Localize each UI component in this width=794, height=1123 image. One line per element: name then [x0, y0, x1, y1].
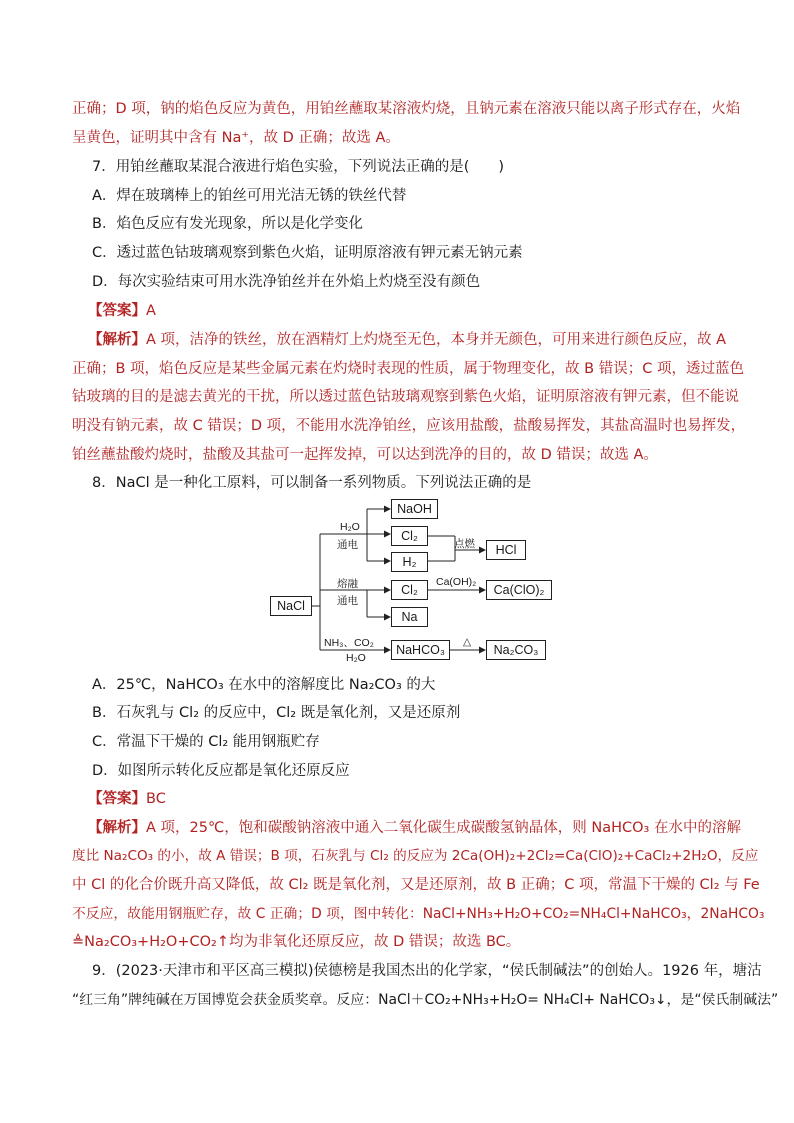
q7-answer-value: A [146, 303, 156, 319]
q8-option-b: B．石灰乳与 Cl₂ 的反应中，Cl₂ 既是氧化剂，又是还原剂 [92, 705, 461, 721]
q7-analysis-label: 【解析】 [88, 332, 146, 348]
box-nacl: NaCl [270, 596, 312, 616]
q8-analysis-line-1 [88, 819, 741, 837]
q8-stem: 8．NaCl 是一种化工原料，可以制备一系列物质。下列说法正确的是 [92, 475, 532, 491]
nacl-conversion-diagram [270, 496, 560, 664]
q7-analysis-text-1: A 项，洁净的铁丝，放在酒精灯上灼烧至无色，本身并无颜色，可用来进行颜色反应，故 A [146, 332, 727, 348]
q8-answer [88, 790, 166, 808]
box-caclo2: Ca(ClO)₂ [486, 580, 552, 600]
q9-line-2: “红三角”牌纯碱在万国博览会获金质奖章。反应：NaCl＋CO₂+NH₃+H₂O= NH₄Cl+ NaHCO₃↓，是“侯氏制碱法” [72, 992, 779, 1008]
label-h2o-bottom: H₂O [346, 652, 366, 664]
q8-analysis-text-1: A 项，25℃，饱和碳酸钠溶液中通入二氧化碳生成碳酸氢钠晶体，则 NaHCO₃ 在水中的溶解 [146, 820, 741, 836]
label-heat: △ [463, 636, 472, 648]
q7-analysis-line-1 [88, 331, 726, 349]
label-electrolysis-top: 通电 [337, 539, 358, 551]
box-naoh: NaOH [391, 499, 438, 519]
box-na: Na [391, 607, 428, 627]
q7-stem: 7．用铂丝蘸取某混合液进行焰色实验，下列说法正确的是( ) [92, 159, 505, 175]
q8-option-d: D．如图所示转化反应都是氧化还原反应 [92, 763, 350, 779]
label-melt: 熔融 [337, 578, 358, 590]
box-nahco3: NaHCO₃ [391, 640, 450, 660]
q8-analysis-line-5: ≜Na₂CO₃+H₂O+CO₂↑均为非氧化还原反应，故 D 错误；故选 BC。 [72, 934, 521, 950]
q8-option-c: C．常温下干燥的 Cl₂ 能用钢瓶贮存 [92, 734, 320, 750]
q7-option-b: B．焰色反应有发光现象，所以是化学变化 [92, 216, 363, 232]
box-cl2-top: Cl₂ [391, 526, 428, 546]
label-nh3-co2: NH₃、CO₂ [324, 637, 374, 649]
label-ignite: 点燃 [454, 538, 475, 550]
q8-analysis-line-3: 中 Cl 的化合价既升高又降低，故 Cl₂ 既是氧化剂，又是还原剂，故 B 正确；C 项，常温下干燥的 Cl₂ 与 Fe [72, 877, 760, 893]
q7-analysis-line-3: 钴玻璃的目的是滤去黄光的干扰，所以透过蓝色钴玻璃观察到紫色火焰，证明原溶液有钾元素，但不能说 [72, 389, 739, 405]
q7-analysis-line-2: 正确；B 项，焰色反应是某些金属元素在灼烧时表现的性质，属于物理变化，故 B 错误；C 项，透过蓝色 [72, 361, 744, 377]
q9-line-1: 9．(2023·天津市和平区高三模拟)侯德榜是我国杰出的化学家，“侯氏制碱法”的创始人。1926 年，塘沽 [92, 963, 762, 979]
q7-option-a: A．焊在玻璃棒上的铂丝可用光洁无锈的铁丝代替 [92, 188, 407, 204]
q8-option-a: A．25℃，NaHCO₃ 在水中的溶解度比 Na₂CO₃ 的大 [92, 677, 436, 693]
label-h2o-top: H₂O [340, 521, 360, 533]
box-h2: H₂ [391, 552, 428, 572]
q8-analysis-label: 【解析】 [88, 820, 146, 836]
prev-analysis-line-2: 呈黄色，证明其中含有 Na⁺，故 D 正确；故选 A。 [72, 130, 400, 146]
box-hcl: HCl [486, 540, 526, 560]
q8-answer-value: BC [146, 791, 166, 807]
label-electrolysis-mid: 通电 [337, 595, 358, 607]
q8-answer-label: 【答案】 [88, 791, 146, 807]
label-caoh2: Ca(OH)₂ [436, 576, 477, 588]
q7-answer [88, 302, 156, 320]
q7-option-d: D．每次实验结束可用水洗净铂丝并在外焰上灼烧至没有颜色 [92, 274, 481, 290]
box-cl2-mid: Cl₂ [391, 580, 428, 600]
q8-analysis-line-4: 不反应，故能用钢瓶贮存，故 C 正确；D 项，图中转化：NaCl+NH₃+H₂O+CO₂=NH₄Cl+NaHCO₃，2NaHCO₃ [72, 906, 765, 922]
q7-answer-label: 【答案】 [88, 303, 146, 319]
box-na2co3: Na₂CO₃ [486, 640, 546, 660]
q7-analysis-line-5: 铂丝蘸盐酸灼烧时，盐酸及其盐可一起挥发掉，可以达到洗净的目的，故 D 错误；故选 A。 [72, 447, 658, 463]
q7-option-c: C．透过蓝色钴玻璃观察到紫色火焰，证明原溶液有钾元素无钠元素 [92, 245, 523, 261]
q8-analysis-line-2: 度比 Na₂CO₃ 的小，故 A 错误；B 项，石灰乳与 Cl₂ 的反应为 2Ca(OH)₂+2Cl₂=Ca(ClO)₂+CaCl₂+2H₂O，反应 [72, 848, 759, 864]
q7-analysis-line-4: 明没有钠元素，故 C 错误；D 项，不能用水洗净铂丝，应该用盐酸，盐酸易挥发，其盐高温时也易挥发， [72, 418, 746, 434]
prev-analysis-line-1: 正确；D 项，钠的焰色反应为黄色，用铂丝蘸取某溶液灼烧，且钠元素在溶液只能以离子形式存在，火焰 [72, 101, 741, 117]
